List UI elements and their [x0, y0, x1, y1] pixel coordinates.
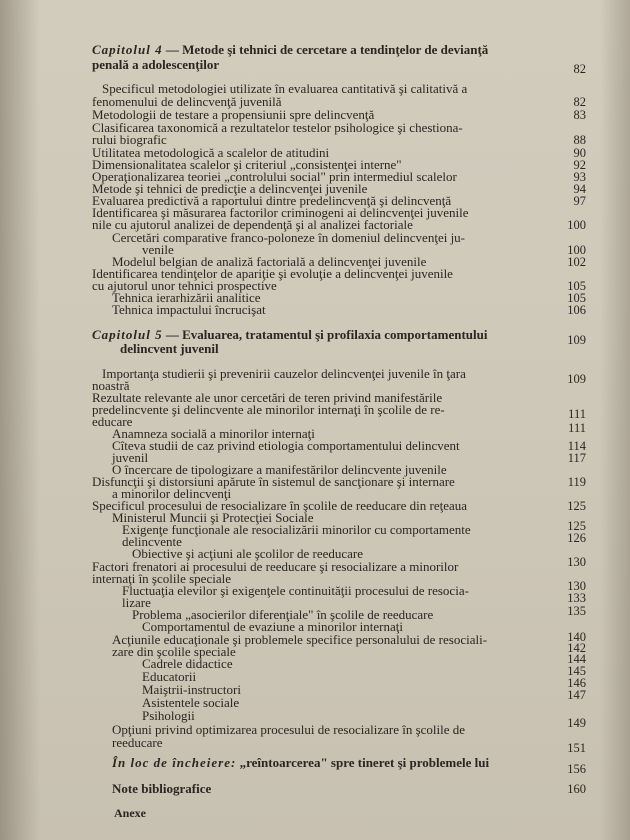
toc-entry-cont: noastră — [92, 378, 130, 393]
toc-page: 105 — [567, 279, 586, 293]
toc-entry-cont: zare din şcolile speciale — [112, 644, 236, 659]
toc-entry-cont: reeducare — [112, 735, 163, 750]
page-shadow-left — [0, 0, 40, 840]
chapter-4-heading — [92, 43, 488, 57]
toc-page: 114 — [567, 439, 586, 453]
toc-page: 111 — [568, 421, 586, 435]
toc-page: 109 — [567, 372, 586, 386]
toc-entry: Identificarea şi măsurarea factorilor criminogeni ai delincvenţei juvenile — [92, 205, 469, 220]
toc-page: 83 — [573, 108, 586, 122]
notes-page: 156 — [567, 762, 586, 776]
toc-entry: Factori frenatori ai procesului de reeducare şi resocializare a minorilor — [92, 559, 459, 574]
toc-page: 94 — [573, 182, 586, 196]
toc-page: 82 — [573, 95, 586, 109]
toc-entry-cont: a minorilor delincvenţi — [112, 486, 232, 501]
toc-page: 140 — [567, 630, 586, 644]
toc-entry-cont: delincvente — [122, 534, 182, 549]
notes-entry: Note bibliografice — [112, 781, 212, 796]
toc-page: 106 — [567, 303, 586, 317]
chapter-5-title-line2: delincvent juvenil — [120, 341, 219, 356]
toc-entry: Metodologii de testare a propensiunii spre delincvenţă — [92, 107, 375, 122]
toc-page: 126 — [567, 531, 586, 545]
conclusion-label: În loc de încheiere: — [112, 755, 237, 770]
toc-entry: Psihologii — [142, 708, 195, 723]
toc-page: 125 — [567, 499, 586, 513]
toc-entry: Obiective şi acţiuni ale şcolilor de reeducare — [132, 546, 364, 561]
toc-page: 102 — [567, 255, 586, 269]
toc-page: 117 — [567, 451, 586, 465]
toc-entry: Clasificarea taxonomică a rezultatelor testelor psihologice şi chestiona- — [92, 120, 463, 135]
toc-entry: Cîteva studii de caz privind etiologia comportamentului delincvent — [112, 438, 460, 453]
toc-entry-cont: internaţi în şcolile speciale — [92, 571, 231, 586]
toc-entry: Modelul belgian de analiză factorială a delincvenţei juvenile — [112, 254, 427, 269]
toc-page: 100 — [567, 243, 586, 257]
toc-page: 111 — [568, 407, 586, 421]
toc-page: 130 — [567, 579, 586, 593]
toc-entry: O încercare de tipologizare a manifestărilor delincvente juvenile — [112, 462, 447, 477]
toc-entry: Identificarea tendinţelor de apariţie şi evoluţie a delincvenţei juvenile — [92, 266, 453, 281]
toc-entry: Fluctuaţia elevilor şi exigenţele continuităţii procesului de resocia- — [122, 583, 469, 598]
toc-entry: Cercetări comparative franco-poloneze în domeniul delincvenţei ju- — [112, 230, 466, 245]
chapter-5-heading — [92, 328, 487, 342]
toc-entry: Importanţa studierii şi prevenirii cauzelor delincvenţei juvenile în ţara — [102, 366, 466, 381]
chapter-4-page: 82 — [573, 62, 586, 76]
toc-entry-cont: nile cu ajutorul analizei de dependenţă şi al analizei factoriale — [92, 217, 413, 232]
toc-entry: Cadrele didactice — [142, 656, 233, 671]
toc-entry: Utilitatea metodologică a scalelor de atitudini — [92, 145, 330, 160]
toc-entry-cont: rului biografic — [92, 132, 167, 147]
toc-page: 133 — [567, 591, 586, 605]
toc-entry: Anamneza socială a minorilor internaţi — [112, 426, 315, 441]
toc-page: 100 — [567, 218, 586, 232]
annex-page: 160 — [567, 782, 586, 796]
toc-entry: Exigenţe funcţionale ale resocializării minorilor cu comportamente — [122, 522, 471, 537]
toc-entry-cont: Ministerul Muncii şi Protecţiei Sociale — [112, 510, 314, 525]
chapter-4-label: Capitolul 4 — [92, 42, 163, 57]
toc-entry: Comportamentul de evaziune a minorilor internaţi — [142, 619, 404, 634]
toc-page: 142 — [567, 641, 586, 655]
toc-page: 97 — [573, 194, 586, 208]
chapter-4-title-line1: — Metode şi tehnici de cercetare a tendinţelor de devianţă — [165, 42, 489, 57]
toc-page: 105 — [567, 291, 586, 305]
conclusion-page: 151 — [567, 741, 586, 755]
toc-entry-cont: venile — [142, 242, 174, 257]
toc-entry: Operaţionalizarea teoriei „controlului social" prin intermediul scalelor — [92, 169, 457, 184]
toc-entry: Rezultate relevante ale unor cercetări de teren privind manifestările — [92, 390, 443, 405]
toc-page: 135 — [567, 604, 586, 618]
toc-entry: Problema „asocierilor diferenţiale" în şcolile de reeducare — [132, 607, 434, 622]
toc-entry: Educatorii — [142, 669, 197, 684]
chapter-5-label: Capitolul 5 — [92, 327, 163, 342]
toc-page: 149 — [567, 716, 586, 730]
toc-entry: Maiştrii-instructori — [142, 682, 241, 697]
toc-entry-cont: fenomenului de delincvenţă juvenilă — [92, 94, 282, 109]
toc-entry: Disfuncţii şi distorsiuni apărute în sistemul de sancţionare şi internare — [92, 474, 455, 489]
toc-entry-cont: predelincvente şi delincvente ale minorilor internaţi în şcolile de re- — [92, 402, 445, 417]
toc-page: 119 — [567, 475, 586, 489]
toc-entry: Tehnica impactului încrucişat — [112, 302, 266, 317]
toc-page: 144 — [567, 652, 586, 666]
toc-page: 145 — [567, 664, 586, 678]
toc-entry: Opţiuni privind optimizarea procesului de resocializare în şcolile de — [112, 722, 466, 737]
toc-page: 92 — [573, 158, 586, 172]
page-shadow-right — [600, 0, 630, 840]
toc-entry: Acţiunile educaţionale şi problemele specifice personalului de resociali- — [112, 632, 488, 647]
toc-entry: Evaluarea predictivă a raportului dintre predelincvenţă şi delincvenţă — [92, 193, 452, 208]
toc-entry: Metode şi tehnici de predicţie a delincvenţei juvenile — [92, 181, 368, 196]
toc-page: 147 — [567, 688, 586, 702]
chapter-5-page: 109 — [567, 333, 586, 347]
toc-page: 90 — [573, 146, 586, 160]
toc-entry: Specificul metodologiei utilizate în evaluarea cantitativă şi calitativă a — [102, 81, 468, 96]
annex-entry: Anexe — [114, 806, 146, 820]
toc-page: 88 — [573, 133, 586, 147]
toc-page: 130 — [567, 555, 586, 569]
conclusion-title: „reîntoarcerea" spre tineret şi problemele lui — [239, 755, 490, 770]
toc-entry: Tehnica ierarhizării analitice — [112, 290, 261, 305]
toc-entry-cont: juvenil — [112, 450, 149, 465]
toc-page: 93 — [573, 170, 586, 184]
toc-entry: Specificul procesului de resocializare în şcolile de reeducare din reţeaua — [92, 498, 468, 513]
toc-entry: Asistentele sociale — [142, 695, 240, 710]
toc-entry-cont: lizare — [122, 595, 151, 610]
conclusion-entry — [112, 756, 489, 770]
toc-entry-cont: educare — [92, 414, 133, 429]
toc-entry: Dimensionalitatea scalelor şi criteriul „consistenţei interne" — [92, 157, 402, 172]
chapter-5-title-line1: — Evaluarea, tratamentul şi profilaxia comportamentului — [165, 327, 488, 342]
chapter-4-title-line2: penală a adolescenţilor — [92, 57, 220, 72]
toc-entry-cont: cu ajutorul unor tehnici prospective — [92, 278, 277, 293]
toc-page: 125 — [567, 519, 586, 533]
toc-page: 146 — [567, 676, 586, 690]
